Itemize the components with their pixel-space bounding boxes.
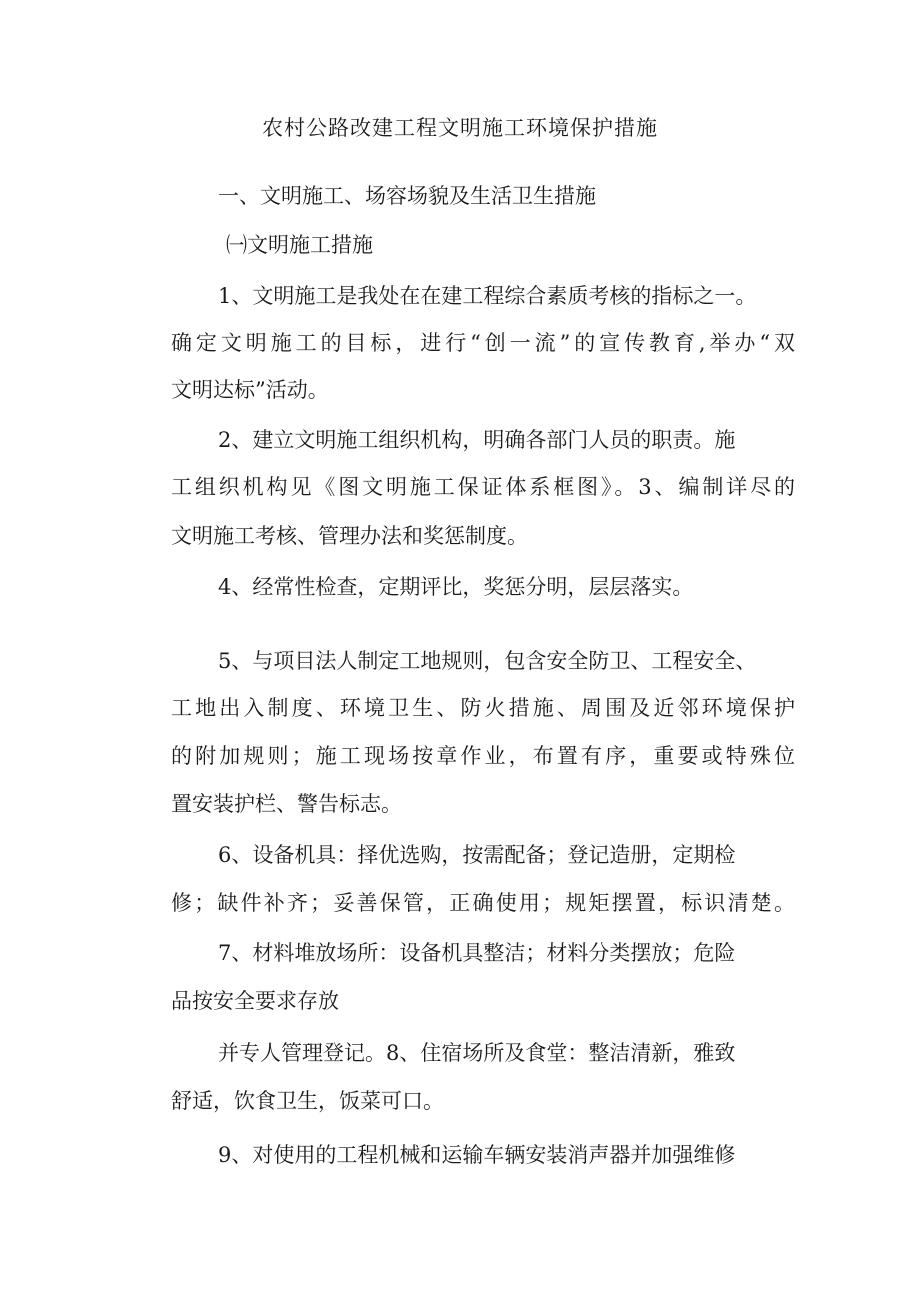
paragraph-line: 4、经常性检查，定期评比，奖惩分明，层层落实。: [218, 575, 694, 599]
paragraph-line: 9、对使用的工程机械和运输车辆安装消声器并加强维修: [218, 1143, 736, 1167]
paragraph-line: 确定文明施工的目标，进行“创一流”的宣传教育,举办“双: [171, 331, 795, 355]
paragraph-line: 6、设备机具：择优选购，按需配备；登记造册，定期检: [218, 843, 736, 867]
paragraph-line: 修；缺件补齐；妥善保管，正确使用；规矩摆置，标识清楚。: [171, 891, 795, 915]
paragraph-line: 7、材料堆放场所：设备机具整洁；材料分类摆放；危险: [218, 941, 736, 965]
paragraph-line: 置安装护栏、警告标志。: [171, 792, 402, 816]
paragraph-line: 工地出入制度、环境卫生、防火措施、周围及近邻环境保护: [171, 696, 795, 720]
subsection-heading: ㈠文明施工措施: [226, 233, 373, 257]
document-title: 农村公路改建工程文明施工环境保护措施: [262, 116, 658, 140]
paragraph-line: 2、建立文明施工组织机构，明确各部门人员的职责。施: [218, 428, 736, 452]
paragraph-line: 文明施工考核、管理办法和奖惩制度。: [171, 524, 528, 548]
paragraph-line: 舒适，饮食卫生，饭菜可口。: [171, 1089, 444, 1113]
paragraph-line: 并专人管理登记。8、住宿场所及食堂：整洁清新，雅致: [218, 1041, 736, 1065]
paragraph-line: 品按安全要求存放: [171, 989, 339, 1013]
paragraph-line: 5、与项目法人制定工地规则，包含安全防卫、工程安全、: [218, 649, 757, 673]
paragraph-line: 的附加规则；施工现场按章作业，布置有序，重要或特殊位: [171, 744, 795, 768]
paragraph-line: 1、文明施工是我处在在建工程综合素质考核的指标之一。: [218, 284, 757, 308]
section-heading: 一、文明施工、场容场貌及生活卫生措施: [218, 184, 596, 208]
paragraph-line: 工组织机构见《图文明施工保证体系框图》。3、编制详尽的: [171, 475, 795, 499]
paragraph-line: 文明达标”活动。: [171, 378, 329, 402]
